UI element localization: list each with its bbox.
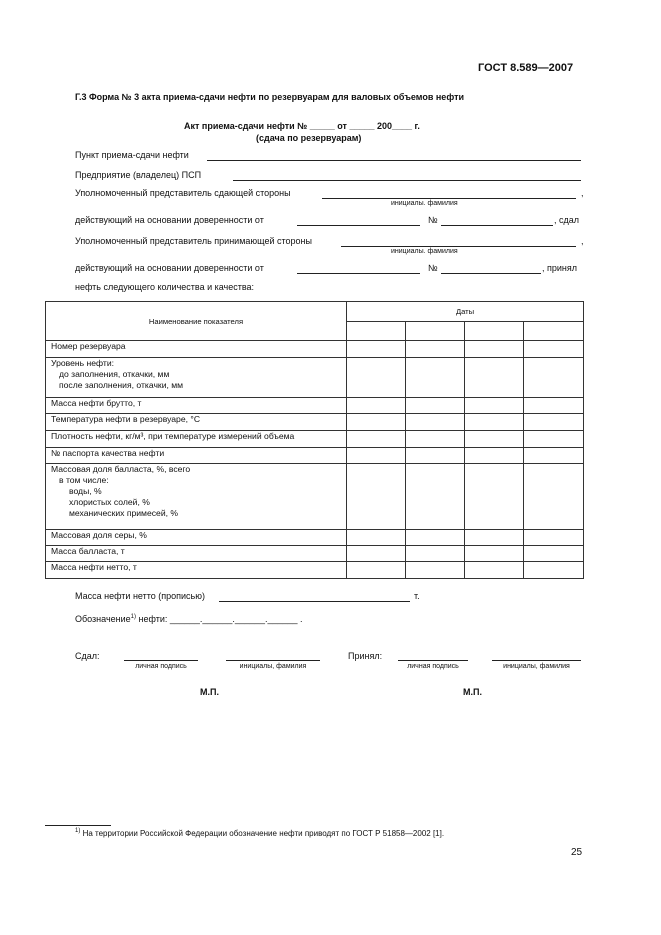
net-mass-words-label: Масса нефти нетто (прописью) xyxy=(75,591,205,601)
delivered-label: Сдал: xyxy=(75,651,100,661)
received-signature-line[interactable] xyxy=(398,660,468,661)
value-cell[interactable] xyxy=(465,341,524,358)
receive-rep-comma: , xyxy=(581,236,584,246)
value-cell[interactable] xyxy=(465,464,524,530)
row-label xyxy=(46,562,347,579)
value-cell[interactable] xyxy=(347,414,406,431)
enterprise-label: Предприятие (владелец) ПСП xyxy=(75,170,202,180)
value-cell[interactable] xyxy=(524,431,584,448)
value-cell[interactable] xyxy=(465,562,524,579)
row-label xyxy=(46,431,347,448)
row-gross-mass: Масса нефти брутто, т xyxy=(51,398,142,408)
deliver-acting-label: действующий на основании доверенности от xyxy=(75,215,264,225)
value-cell[interactable] xyxy=(465,448,524,464)
value-cell[interactable] xyxy=(406,414,465,431)
deliver-end: , сдал xyxy=(554,215,580,225)
row-ballast-total: Массовая доля балласта, %, всего xyxy=(51,464,191,474)
receive-no-line[interactable] xyxy=(441,273,541,274)
value-cell[interactable] xyxy=(524,398,584,414)
designation-label: Обозначение xyxy=(75,614,131,624)
row-label xyxy=(46,448,347,464)
value-cell[interactable] xyxy=(406,448,465,464)
value-cell[interactable] xyxy=(465,398,524,414)
header-name: Наименование показателя xyxy=(148,316,244,326)
stamp-left: М.П. xyxy=(200,687,219,697)
value-cell[interactable] xyxy=(406,546,465,562)
value-cell[interactable] xyxy=(524,448,584,464)
oil-quality-table xyxy=(45,301,584,579)
received-signature-caption: личная подпись xyxy=(407,663,459,670)
value-cell[interactable] xyxy=(465,546,524,562)
designation-line xyxy=(75,614,302,624)
value-cell[interactable] xyxy=(524,546,584,562)
delivered-name-caption: инициалы, фамилия xyxy=(239,663,307,670)
value-cell[interactable] xyxy=(465,358,524,398)
received-name-caption: инициалы, фамилия xyxy=(503,663,570,670)
value-cell[interactable] xyxy=(465,530,524,546)
row-sulfur: Массовая доля серы, % xyxy=(51,530,147,540)
net-mass-unit: т. xyxy=(414,591,420,601)
delivered-name-line[interactable] xyxy=(226,660,320,661)
designation-rest: нефти: ______.______.______.______ . xyxy=(136,614,303,624)
receive-no-label: № xyxy=(428,263,438,273)
value-cell[interactable] xyxy=(524,562,584,579)
value-cell[interactable] xyxy=(406,431,465,448)
value-cell[interactable] xyxy=(347,341,406,358)
row-ballast-mass: Масса балласта, т xyxy=(51,546,125,556)
oil-qty-label: нефть следующего количества и качества: xyxy=(75,282,255,292)
section-title: Г.3 Форма № 3 акта приема-сдачи нефти по резервуарам для валовых объемов нефти xyxy=(75,92,465,102)
act-subtitle: (сдача по резервуарам) xyxy=(256,133,362,143)
row-label xyxy=(46,358,347,398)
row-density: Плотность нефти, кг/м³, при температуре измерений объема xyxy=(51,431,295,441)
row-label xyxy=(46,530,347,546)
page-number: 25 xyxy=(571,847,583,858)
deliver-rep-label: Уполномоченный представитель сдающей стороны xyxy=(75,188,291,198)
value-cell[interactable] xyxy=(406,341,465,358)
header-dates: Даты xyxy=(455,307,475,316)
value-cell[interactable] xyxy=(406,562,465,579)
value-cell[interactable] xyxy=(524,358,584,398)
value-cell[interactable] xyxy=(347,431,406,448)
value-cell[interactable] xyxy=(465,431,524,448)
row-level-after: после заполнения, откачки, мм xyxy=(59,380,184,390)
footnote-text: На территории Российской Федерации обозначение нефти приводят по ГОСТ Р 51858—2002 [1]. xyxy=(82,829,445,838)
row-label xyxy=(46,464,347,530)
row-temperature: Температура нефти в резервуаре, °С xyxy=(51,414,201,424)
receive-rep-label: Уполномоченный представитель принимающей стороны xyxy=(75,236,312,246)
deliver-rep-field-line[interactable] xyxy=(322,198,576,199)
deliver-rep-comma: , xyxy=(581,188,584,198)
row-ballast-salts: хлористых солей, % xyxy=(69,497,150,507)
row-level-title: Уровень нефти: xyxy=(51,358,115,368)
value-cell[interactable] xyxy=(347,358,406,398)
value-cell[interactable] xyxy=(406,464,465,530)
point-label: Пункт приема-сдачи нефти xyxy=(75,150,189,160)
value-cell[interactable] xyxy=(347,448,406,464)
row-label xyxy=(46,398,347,414)
value-cell[interactable] xyxy=(406,358,465,398)
net-mass-words-line[interactable] xyxy=(219,601,410,602)
value-cell[interactable] xyxy=(347,398,406,414)
row-ballast-water: воды, % xyxy=(69,486,102,496)
row-label xyxy=(46,546,347,562)
value-cell[interactable] xyxy=(406,530,465,546)
received-label: Принял: xyxy=(348,651,383,661)
value-cell[interactable] xyxy=(524,464,584,530)
footnote xyxy=(75,829,444,838)
date-cell[interactable] xyxy=(524,322,584,341)
date-cell[interactable] xyxy=(465,322,524,341)
act-title: Акт приема-сдачи нефти № _____ от _____ 200____ г. xyxy=(184,121,420,131)
receive-acting-label: действующий на основании доверенности от xyxy=(75,263,264,273)
standard-number: ГОСТ 8.589—2007 xyxy=(478,62,574,74)
delivered-signature-line[interactable] xyxy=(124,660,198,661)
value-cell[interactable] xyxy=(347,546,406,562)
enterprise-field-line[interactable] xyxy=(233,180,581,181)
value-cell[interactable] xyxy=(347,562,406,579)
header-name-cell xyxy=(46,302,347,341)
receive-date-line[interactable] xyxy=(297,273,420,274)
receive-end: , принял xyxy=(542,263,578,273)
stamp-right: М.П. xyxy=(463,687,482,697)
value-cell[interactable] xyxy=(524,414,584,431)
value-cell[interactable] xyxy=(465,414,524,431)
designation-footnote-marker: 1) xyxy=(130,614,137,620)
point-field-line[interactable] xyxy=(207,160,581,161)
row-tank-number: Номер резервуара xyxy=(51,341,126,351)
delivered-signature-caption: личная подпись xyxy=(135,663,187,670)
header-dates-cell xyxy=(347,302,584,322)
row-net-mass: Масса нефти нетто, т xyxy=(51,562,137,572)
deliver-no-label: № xyxy=(428,215,438,225)
receive-rep-field-line[interactable] xyxy=(341,246,576,247)
received-name-line[interactable] xyxy=(492,660,581,661)
row-passport: № паспорта качества нефти xyxy=(51,448,165,458)
footnote-separator xyxy=(45,825,111,826)
value-cell[interactable] xyxy=(347,530,406,546)
value-cell[interactable] xyxy=(524,530,584,546)
row-label xyxy=(46,414,347,431)
receive-initials-caption: инициалы. фамилия xyxy=(391,248,458,255)
date-cell[interactable] xyxy=(347,322,406,341)
deliver-no-line[interactable] xyxy=(441,225,553,226)
row-level-before: до заполнения, откачки, мм xyxy=(59,369,170,379)
row-label xyxy=(46,341,347,358)
value-cell[interactable] xyxy=(406,398,465,414)
value-cell[interactable] xyxy=(347,464,406,530)
footnote-marker: 1) xyxy=(75,828,81,834)
row-ballast-impurities: механических примесей, % xyxy=(69,508,179,518)
row-ballast-including: в том числе: xyxy=(59,475,109,485)
date-cell[interactable] xyxy=(406,322,465,341)
deliver-date-line[interactable] xyxy=(297,225,420,226)
value-cell[interactable] xyxy=(524,341,584,358)
deliver-initials-caption: инициалы. фамилия xyxy=(391,200,458,207)
